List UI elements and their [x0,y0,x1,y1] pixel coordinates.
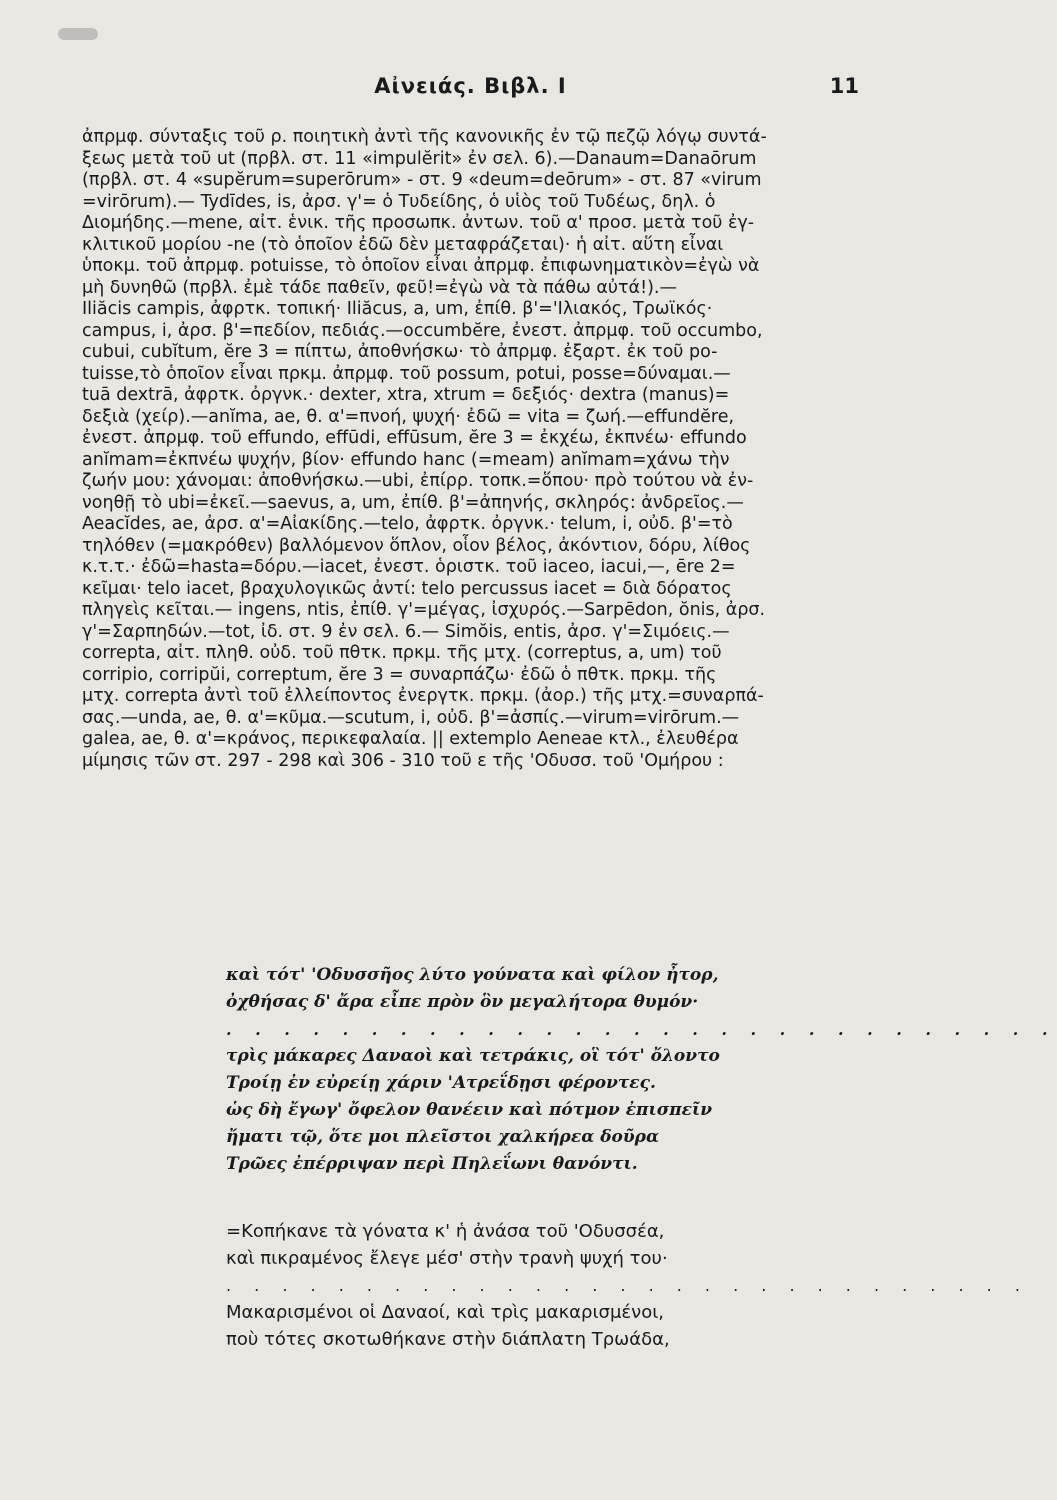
commentary-line: ξεως μετὰ τοῦ ut (πρβλ. στ. 11 «impulĕrit» ἐν σελ. 6).—Danaum=Danaōrum [82,148,757,169]
commentary-line: Διομήδης.—mene, αἰτ. ἑνικ. τῆς προσωπκ. ἀντων. τοῦ α' προσ. μετὰ τοῦ ἐγ- [82,213,755,233]
translation-line: =Κοπήκανε τὰ γόνατα κ' ἡ ἀνάσα τοῦ 'Οδυσσέα, [226,1221,665,1242]
commentary-line: galea, ae, θ. α'=κράνος, περικεφαλαία. || extemplo Aeneae κτλ., ἐλευθέρα [82,729,739,749]
commentary-line: πληγεὶς κεῖται.— ingens, ntis, ἐπίθ. γ'=μέγας, ἰσχυρός.—Sarpēdon, ŏnis, ἀρσ. [82,600,766,620]
commentary-line: κεῖμαι· telo iacet, βραχυλογικῶς ἀντί: telo percussus iacet = διὰ δόρατος [82,578,732,599]
commentary-text [82,127,868,772]
commentary-line: cubui, cubĭtum, ĕre 3 = πίπτω, ἀποθνήσκω· τὸ ἀπρμφ. ἐξαρτ. ἐκ τοῦ po- [82,342,718,362]
commentary-line: Aeacĭdes, ae, ἀρσ. α'=Αἰακίδης.—telo, ἀφρτκ. ὀργνκ.· telum, i, οὐδ. β'=τὸ [82,514,733,534]
running-title: Αἰνειάς. Βιβλ. Ι [374,74,567,98]
translation-line: καὶ πικραμένος ἔλεγε μέσ' στὴν τρανὴ ψυχή του· [226,1248,668,1269]
commentary-line: correpta, αἰτ. πληθ. οὐδ. τοῦ πθτκ. πρκμ. τῆς μτχ. (correptus, a, um) τοῦ [82,643,722,663]
commentary-line: τηλόθεν (=μακρόθεν) βαλλόμενον ὅπλον, οἷον βέλος, ἀκόντιον, δόρυ, λίθος [82,535,751,556]
commentary-line: ἀπρμφ. σύνταξις τοῦ ρ. ποιητικὴ ἀντὶ τῆς κανονικῆς ἐν τῷ πεζῷ λόγῳ συντά- [82,127,767,147]
page-number: 11 [829,74,859,98]
commentary-line: ὑποκμ. τοῦ ἀπρμφ. potuisse, τὸ ὁποῖον εἶναι ἀπρμφ. ἐπιφωνηματικὸν=ἐγὼ νὰ [82,256,760,276]
commentary-line: νοηθῇ τὸ ubi=ἐκεῖ.—saevus, a, um, ἐπίθ. β'=ἀπηνής, σκληρός: ἀνδρεῖος.— [82,492,744,513]
translation-block [226,1218,1029,1353]
commentary-line: μτχ. correpta ἀντὶ τοῦ ἐλλείποντος ἐνεργτκ. πρκμ. (ἀορ.) τῆς μτχ.=συναρπά- [82,686,764,706]
commentary-line: κλιτικοῦ μορίου -ne (τὸ ὁποῖον ἐδῶ δὲν μεταφράζεται)· ἡ αἰτ. αὕτη εἶναι [82,234,724,255]
commentary-line: Iliăcis campis, ἀφρτκ. τοπική· Iliăcus, a, um, ἐπίθ. β'='Ιλιακός, Τρωϊκός· [82,299,713,319]
ink-smudge [58,28,98,40]
commentary-line: tuā dextrā, ἀφρτκ. ὀργνκ.· dexter, xtra, xtrum = δεξιός· dextra (manus)= [82,385,730,405]
verse-line: ὡς δὴ ἔγωγ' ὄφελον θανέειν καὶ πότμον ἐπισπεῖν [226,1100,713,1120]
commentary-line: tuisse,τὸ ὁποῖον εἶναι πρκμ. ἀπρμφ. τοῦ possum, potui, posse=δύναμαι.— [82,363,731,384]
commentary-line: anĭmam=ἐκπνέω ψυχήν, βίον· effundo hanc (=meam) anĭmam=χάνω τὴν [82,449,730,470]
verse-line: καὶ τότ' 'Οδυσσῆος λύτο γούνατα καὶ φίλον ἦτορ, [226,965,719,985]
commentary-line: σας.—unda, ae, θ. α'=κῦμα.—scutum, i, οὐδ. β'=ἀσπίς.—virum=virōrum.— [82,707,740,728]
commentary-line: μίμησις τῶν στ. 297 - 298 καὶ 306 - 310 τοῦ ε τῆς 'Οδυσσ. τοῦ 'Ομήρου : [82,750,724,771]
commentary-line: ζωήν μου: χάνομαι: ἀποθνήσκω.—ubi, ἐπίρρ. τοπκ.=ὅπου· πρὸ τούτου νὰ ἐν- [82,471,754,491]
verse-line: ὀχθήσας δ' ἄρα εἶπε πρὸν ὃν μεγαλήτορα θυμόν· [226,992,699,1012]
commentary-line: ἐνεστ. ἀπρμφ. τοῦ effundo, effūdi, effūsum, ĕre 3 = ἐκχέω, ἐκπνέω· effundo [82,428,747,448]
commentary-line: μὴ δυνηθῶ (πρβλ. ἐμὲ τάδε παθεῖν, φεῦ!=ἐγὼ νὰ τὰ πάθω αὐτά!).— [82,277,677,298]
homeric-verse-block [226,962,1057,1178]
commentary-line: =virōrum).— Tydīdes, is, ἀρσ. γ'= ὁ Τυδείδης, ὁ υἱὸς τοῦ Τυδέως, δηλ. ὁ [82,191,716,212]
ellipsis-dots: . . . . . . . . . . . . . . . . . . . . . . . . . . . . . [226,1020,1057,1039]
verse-line: τρὶς μάκαρες Δαναοὶ καὶ τετράκις, οἳ τότ' ὄλοντο [226,1046,720,1066]
translation-line: ποὺ τότες σκοτωθήκανε στὴν διάπλατη Τρωάδα, [226,1329,670,1350]
verse-line: ἤματι τῷ, ὅτε μοι πλεῖστοι χαλκήρεα δοῦρα [226,1127,660,1147]
translation-line: Μακαρισμένοι οἱ Δαναοί, καὶ τρὶς μακαρισμένοι, [226,1302,665,1323]
verse-line: Τροίῃ ἐν εὐρείῃ χάριν 'Ατρεΐδῃσι φέροντες. [226,1073,656,1093]
commentary-line: campus, i, ἀρσ. β'=πεδίον, πεδιάς.—occumbĕre, ἐνεστ. ἀπρμφ. τοῦ occumbo, [82,320,763,341]
commentary-line: δεξιὰ (χείρ).—anĭma, ae, θ. α'=πνοή, ψυχή· ἐδῶ = vita = ζωή.—effundĕre, [82,406,735,427]
page-header [82,74,859,104]
ellipsis-dots: . . . . . . . . . . . . . . . . . . . . . . . . . . . . . [226,1276,1029,1295]
commentary-line: (πρβλ. στ. 4 «supĕrum=superōrum» - στ. 9 «deum=deōrum» - στ. 87 «virum [82,170,762,190]
commentary-line: κ.τ.τ.· ἐδῶ=hasta=δόρυ.—iacet, ἐνεστ. ὁριστκ. τοῦ iaceo, iacui,—, ēre 2= [82,557,736,577]
verse-line: Τρῶες ἐπέρριψαν περὶ Πηλεΐωνι θανόντι. [226,1154,638,1174]
commentary-line: corripio, corripŭi, correptum, ĕre 3 = συναρπάζω· ἐδῶ ὁ πθτκ. πρκμ. τῆς [82,664,717,685]
commentary-line: γ'=Σαρπηδών.—tot, ἰδ. στ. 9 ἐν σελ. 6.— Simŏis, entis, ἀρσ. γ'=Σιμόεις.— [82,621,730,642]
